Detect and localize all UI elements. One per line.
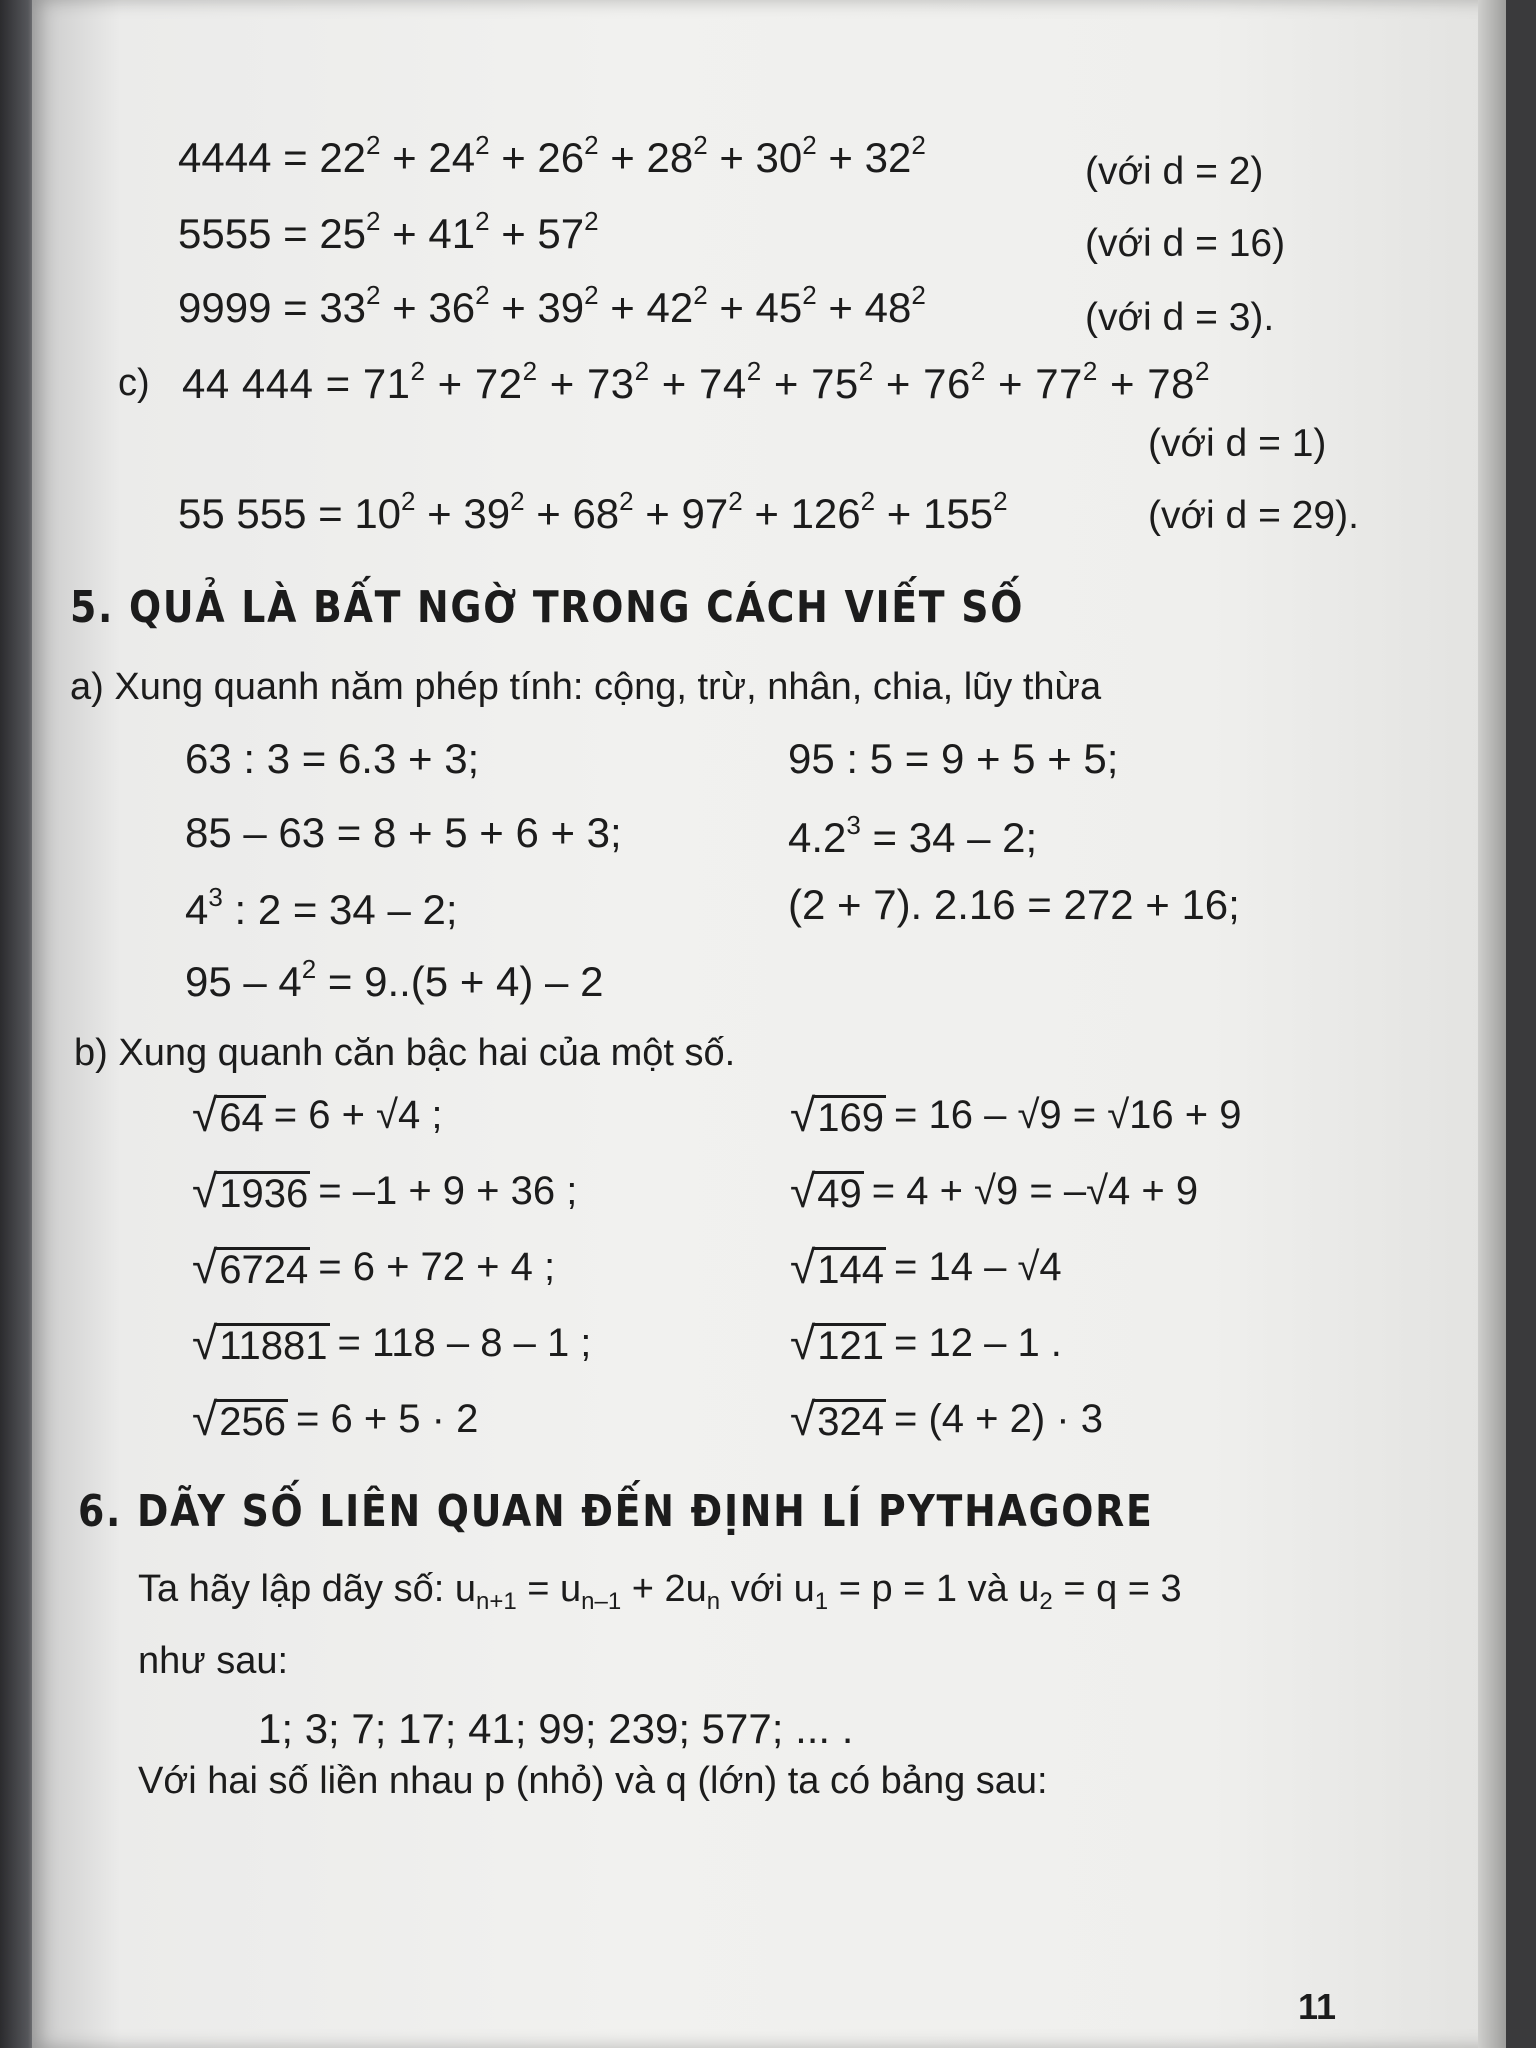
sum-of-squares-equation (178, 282, 926, 329)
equation-rhs: = 12 – 1 . (894, 1321, 1062, 1365)
radical-icon: √ (192, 1165, 218, 1217)
radicand: 144 (813, 1247, 886, 1290)
exponent: 2 (746, 356, 762, 386)
equation-a4: $95 - 4^2 = 9..(5 + 4) - 2$ (185, 954, 604, 1005)
exponent: 2 (911, 280, 926, 310)
squared-term: 10 (354, 490, 402, 537)
radicand: 64 (215, 1095, 266, 1138)
squared-term: + 42 (598, 284, 694, 331)
square-root-equation-left (192, 1089, 443, 1141)
equation-lhs: 4444 = (178, 134, 320, 181)
radical-icon: √ (192, 1241, 218, 1293)
equation-rhs: = 4 + √9 = –√4 + 9 (871, 1169, 1199, 1213)
common-difference-note: (với d = 1) (1148, 422, 1327, 465)
equation-rhs: = 6 + 5 · 2 (296, 1397, 479, 1441)
exponent: 2 (693, 280, 708, 310)
equation-a1-right: 95 : 5 = 9 + 5 + 5; (788, 735, 1119, 782)
exponent: 2 (1194, 356, 1210, 386)
squared-term: + 26 (489, 134, 585, 181)
exponent: 2 (522, 356, 538, 386)
exponent: 2 (584, 280, 599, 310)
squared-term: + 78 (1097, 360, 1195, 407)
part-b-heading: b) Xung quanh căn bậc hai của một số. (74, 1032, 736, 1074)
radical-icon: √ (192, 1393, 218, 1445)
equation-rhs: = (4 + 2) · 3 (894, 1397, 1103, 1441)
radical-icon: √ (790, 1089, 816, 1141)
equation-a2-left: 85 – 63 = 8 + 5 + 6 + 3; (185, 809, 622, 856)
radical-icon: √ (192, 1317, 218, 1369)
radicand: 49 (813, 1171, 864, 1214)
exponent: 2 (634, 356, 650, 386)
equation-rhs: = 14 – √4 (894, 1245, 1062, 1289)
squared-term: + 36 (380, 284, 476, 331)
equation-rhs: = 118 – 8 – 1 ; (337, 1321, 592, 1365)
exponent: 2 (858, 356, 874, 386)
squared-term: + 41 (380, 210, 476, 257)
common-difference-note: (với d = 2) (1085, 150, 1264, 193)
squared-term: + 24 (380, 134, 476, 181)
exponent: 2 (911, 130, 926, 160)
equation-rhs: = –1 + 9 + 36 ; (318, 1169, 578, 1213)
square-root-equation-right (790, 1089, 1242, 1141)
radical-icon: √ (790, 1241, 816, 1293)
radicand: 121 (813, 1323, 886, 1366)
squared-term: + 30 (707, 134, 803, 181)
equation-lhs: 44 444 = (182, 360, 363, 407)
sum-of-squares-equation (178, 208, 599, 255)
exponent: 2 (366, 130, 381, 160)
exponent: 2 (584, 130, 599, 160)
section-5-title: 5. QUẢ LÀ BẤT NGỜ TRONG CÁCH VIẾT SỐ (70, 582, 1025, 633)
sequence-definition-continued: như sau: (138, 1640, 289, 1682)
radical-icon: √ (790, 1393, 816, 1445)
exponent: 2 (860, 486, 876, 516)
equation-lhs: 55 555 = (178, 490, 355, 537)
square-root-equation-right (790, 1241, 1062, 1293)
exponent: 2 (728, 486, 743, 516)
sum-of-squares-equation (182, 358, 1210, 405)
radicand: 1936 (215, 1171, 310, 1214)
squared-term: + 48 (816, 284, 912, 331)
exponent: 2 (475, 206, 490, 236)
exponent: 2 (366, 206, 381, 236)
exponent: 2 (510, 486, 525, 516)
squared-term: + 126 (742, 490, 861, 537)
equation-lhs: 5555 = (178, 210, 320, 257)
sum-of-squares-equation (178, 488, 1008, 535)
squared-term: + 28 (598, 134, 694, 181)
exponent: 2 (366, 280, 381, 310)
square-root-equation-right (790, 1393, 1103, 1445)
squared-term: + 45 (707, 284, 803, 331)
squared-term: + 74 (649, 360, 747, 407)
squared-term: 71 (362, 360, 411, 407)
page-edge (1478, 0, 1506, 2048)
radical-icon: √ (192, 1089, 218, 1141)
equation-a3-right: (2 + 7). 2.16 = 272 + 16; (788, 881, 1240, 928)
radicand: 169 (813, 1095, 886, 1138)
square-root-equation-left (192, 1393, 479, 1445)
exponent: 2 (970, 356, 986, 386)
square-root-equation-right (790, 1165, 1199, 1217)
squared-term: + 97 (633, 490, 729, 537)
equation-rhs: = 6 + √4 ; (273, 1093, 443, 1137)
square-root-equation-left (192, 1165, 578, 1217)
radical-icon: √ (790, 1165, 816, 1217)
part-c-label: c) (118, 362, 150, 404)
squared-term: 22 (319, 134, 367, 181)
exponent: 2 (693, 130, 708, 160)
exponent: 2 (584, 206, 599, 236)
radicand: 11881 (215, 1323, 329, 1366)
exponent: 2 (475, 280, 490, 310)
radicand: 324 (813, 1399, 886, 1442)
exponent: 2 (410, 356, 426, 386)
equation-rhs: = 16 – √9 = √16 + 9 (894, 1093, 1242, 1137)
squared-term: + 68 (524, 490, 620, 537)
radicand: 6724 (215, 1247, 310, 1290)
square-root-equation-right (790, 1317, 1062, 1369)
sequence-values: 1; 3; 7; 17; 41; 99; 239; 577; ... . (258, 1705, 854, 1752)
radical-icon: √ (790, 1317, 816, 1369)
square-root-equation-left (192, 1317, 592, 1369)
sequence-definition: Ta hãy lập dãy số: $u_{n+1} = u_{n-1} + 2u_n$ với $u_1 = p = 1$ và $u_2 = q = 3$ (138, 1568, 1182, 1615)
common-difference-note: (với d = 29). (1148, 494, 1359, 537)
table-intro-sentence: Với hai số liền nhau p (nhỏ) và q (lớn) ta có bảng sau: (138, 1760, 1048, 1802)
equation-a3-left: $4^3$ : 2 = 34 – 2; (185, 882, 458, 933)
exponent: 2 (619, 486, 634, 516)
exponent: 2 (802, 280, 817, 310)
squared-term: + 39 (489, 284, 585, 331)
exponent: 2 (475, 130, 490, 160)
sum-of-squares-equation (178, 132, 926, 179)
equation-lhs: 9999 = (178, 284, 320, 331)
exponent: 2 (1082, 356, 1098, 386)
squared-term: + 76 (873, 360, 971, 407)
squared-term: 25 (319, 210, 367, 257)
squared-term: + 72 (425, 360, 523, 407)
common-difference-note: (với d = 3). (1085, 296, 1275, 339)
squared-term: + 75 (761, 360, 859, 407)
part-a-heading: a) Xung quanh năm phép tính: cộng, trừ, nhân, chia, lũy thừa (70, 666, 1102, 708)
radicand: 256 (215, 1399, 288, 1442)
squared-term: + 32 (816, 134, 912, 181)
squared-term: + 77 (985, 360, 1083, 407)
squared-term: + 73 (537, 360, 635, 407)
exponent: 2 (993, 486, 1008, 516)
squared-term: + 57 (489, 210, 585, 257)
equation-a2-right: $4.2^3 = 34 - 2$; (788, 810, 1038, 861)
section-6-title: 6. DÃY SỐ LIÊN QUAN ĐẾN ĐỊNH LÍ PYTHAGORE (78, 1486, 1154, 1537)
common-difference-note: (với d = 16) (1085, 222, 1286, 265)
squared-term: + 155 (875, 490, 994, 537)
exponent: 2 (401, 486, 416, 516)
equation-a1-left: 63 : 3 = 6.3 + 3; (185, 735, 480, 782)
page-number: 11 (1298, 1986, 1337, 2027)
equation-rhs: = 6 + 72 + 4 ; (318, 1245, 556, 1289)
squared-term: 33 (319, 284, 367, 331)
exponent: 2 (802, 130, 817, 160)
square-root-equation-left (192, 1241, 556, 1293)
squared-term: + 39 (415, 490, 511, 537)
